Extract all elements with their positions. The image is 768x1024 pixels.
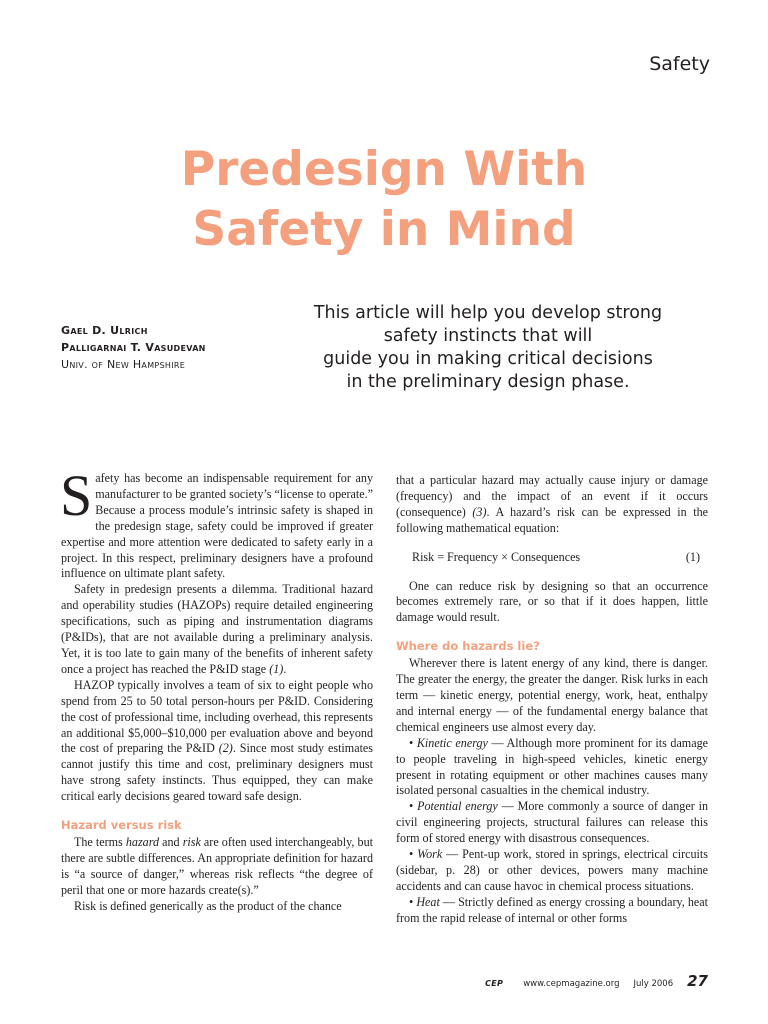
bullet-work: • Work — Pent-up work, stored in springs, electrical circuits (sidebar, p. 28) or other devices, powers many machine accidents and can cause havoc in chemical process situations. xyxy=(396,847,708,893)
reference-1: (1) xyxy=(269,661,284,676)
body-column-left xyxy=(60,463,374,914)
subhead-hazard-vs-risk: Hazard versus risk xyxy=(61,818,182,833)
equation-text: Risk = Frequency × Consequences xyxy=(412,549,581,564)
paragraph-risk-def: Risk is defined generically as the product of the chance xyxy=(74,898,342,913)
footer-url: www.cepmagazine.org xyxy=(523,979,620,989)
bullet-kinetic: • Kinetic energy — Although more prominent for its damage to people traveling in high-speed vehicles, kinetic energy present in rotating equipment or other machines causes many isolated personal casualties in the chemical industry. xyxy=(396,735,708,798)
article-title xyxy=(0,140,768,260)
title-line-1: Predesign With xyxy=(180,142,588,197)
paragraph-terms: The terms hazard and risk are often used interchangeably, but there are subtle differences. An appropriate definition for hazard is “a source of danger,” whereas risk reflects “the degree of peril that one or more hazards create(s).” xyxy=(61,834,373,897)
deck-line-1: This article will help you develop strong xyxy=(313,303,663,323)
author-name-2: Palligarnai T. Vasudevan xyxy=(61,341,206,354)
paragraph-reduce-risk: One can reduce risk by designing so that an occurrence becomes extremely rare, or so that if it does happen, little damage would result. xyxy=(396,578,708,625)
paragraph-risk-cont: that a particular hazard may actually cause injury or damage (frequency) and the impact of an event if it occurs (consequence) (3). A hazard’s risk can be expressed in the following mathematical equation: xyxy=(396,473,708,535)
footer-date: July 2006 xyxy=(633,979,674,989)
drop-cap: S xyxy=(60,463,93,528)
bullet-potential: • Potential energy — More commonly a source of danger in civil engineering projects, structural failures can release this form of stored energy with disastrous consequences. xyxy=(396,799,708,846)
article-deck xyxy=(288,302,688,394)
subhead-where-hazards: Where do hazards lie? xyxy=(396,639,540,654)
bullet-heat: • Heat — Strictly defined as energy crossing a boundary, heat from the rapid release of internal or other forms xyxy=(396,894,708,925)
equation-risk xyxy=(412,550,700,566)
paragraph-dilemma: Safety in predesign presents a dilemma. Traditional hazard and operability studies (HAZOPs) require detailed engineering specifications, such as piping and instrumentation diagrams (P&IDs), that are not available during a preliminary analysis. Yet, it is too late to gain many of the benefits of inherent safety once a project has reached the P&ID stage (1). xyxy=(61,582,373,676)
paragraph-hazop: HAZOP typically involves a team of six to eight people who spend from 25 to 50 total person-hours per P&ID. Considering the cost of professional time, including overhead, this represents an additional $5,000–$10,000 per evaluation above and beyond the cost of preparing the P&ID (2). Since most study estimates cannot justify this time and cost, preliminary designers must have strong safety instincts. Thus equipped, they can make critical early decisions geared toward safe design. xyxy=(61,677,374,804)
author-name-1: Gael D. Ulrich xyxy=(61,324,148,337)
paragraph-intro-text: afety has become an indispensable requirement for any manufacturer to be granted society’s “license to operate.” Because a process module’s intrinsic safety is shaped in the predesign stage, safety could be improved if greater expertise and more attention were dedicated to safety early in a project. In this respect, preliminary designers have a profound influence on ultimate plant safety. xyxy=(61,471,373,581)
magazine-logo: CEP xyxy=(485,979,504,988)
title-line-2: Safety in Mind xyxy=(192,202,576,257)
reference-2: (2) xyxy=(218,741,233,756)
deck-line-2: safety instincts that will xyxy=(383,326,593,346)
page-footer xyxy=(485,972,708,990)
deck-line-4: in the preliminary design phase. xyxy=(346,372,630,392)
page-number: 27 xyxy=(687,972,708,990)
author-affiliation: Univ. of New Hampshire xyxy=(61,358,186,371)
equation-number: (1) xyxy=(685,549,700,564)
body-column-right xyxy=(396,473,708,927)
paragraph-intro xyxy=(60,463,373,582)
section-label: Safety xyxy=(649,53,710,75)
paragraph-latent-energy: Wherever there is latent energy of any kind, there is danger. The greater the energy, the greater the danger. Risk lurks in each term — kinetic energy, potential energy, work, heat, enthalpy and internal energy — of the fundamental energy balance that chemical engineers use almost every day. xyxy=(396,656,708,734)
author-block xyxy=(61,322,206,373)
deck-line-3: guide you in making critical decisions xyxy=(323,349,653,369)
reference-3: (3) xyxy=(472,504,487,519)
